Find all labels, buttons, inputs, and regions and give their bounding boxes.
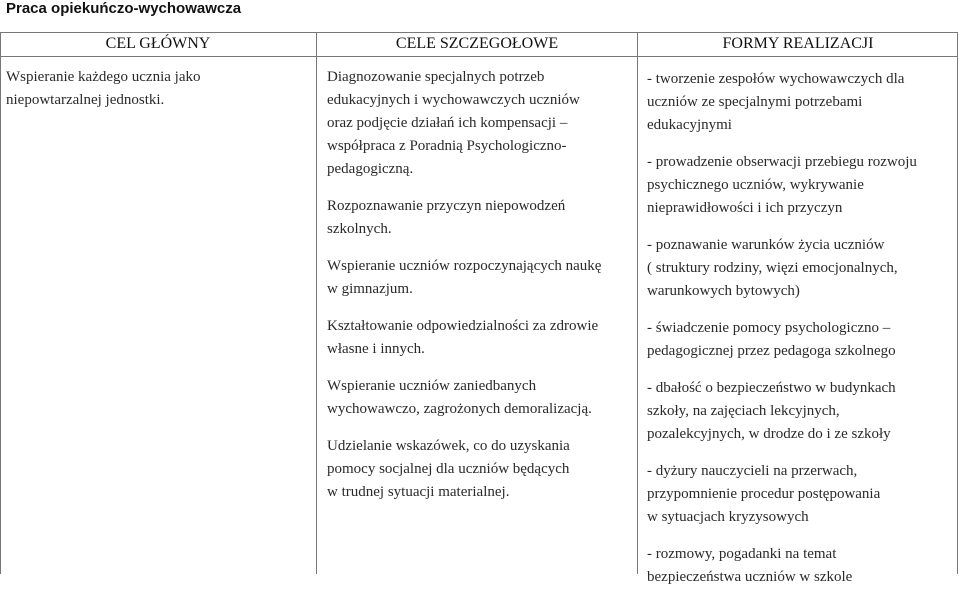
specific-goal-item: Udzielanie wskazówek, co do uzyskania pomocy socjalnej dla uczniów będących w trudnej sytuacji materialnej.	[327, 438, 570, 500]
column-divider-1	[316, 32, 317, 574]
form-item: - poznawanie warunków życia uczniów ( struktury rodziny, więzi emocjonalnych, warunkowych bytowych)	[647, 237, 898, 299]
specific-goal-item: Kształtowanie odpowiedzialności za zdrowie własne i innych.	[327, 318, 599, 357]
specific-goals-cell	[327, 66, 632, 518]
column-header-forms: FORMY REALIZACJI	[722, 35, 874, 52]
specific-goal-item: Rozpoznawanie przyczyn niepowodzeń szkolnych.	[327, 198, 566, 237]
specific-goal-item: Wspieranie uczniów rozpoczynających naukę w gimnazjum.	[327, 258, 602, 297]
forms-cell	[647, 68, 957, 603]
main-goal-cell	[6, 66, 306, 126]
page-title: Praca opiekuńczo-wychowawcza	[6, 0, 242, 17]
column-header-main-goal: CEL GŁÓWNY	[105, 35, 211, 52]
specific-goal-item: Diagnozowanie specjalnych potrzeb edukacyjnych i wychowawczych uczniów oraz podjęcie działań ich kompensacji – współpraca z Poradnią Psychologiczno- pedagogiczną.	[327, 69, 580, 177]
specific-goal-item: Wspieranie uczniów zaniedbanych wychowawczo, zagrożonych demoralizacją.	[327, 378, 592, 417]
column-header-specific-goals: CELE SZCZEGOŁOWE	[395, 35, 559, 52]
form-item: - dyżury nauczycieli na przerwach, przypomnienie procedur postępowania w sytuacjach kryzysowych	[647, 463, 881, 525]
main-goal-text: Wspieranie każdego ucznia jako niepowtarzalnej jednostki.	[6, 69, 201, 108]
form-item: - prowadzenie obserwacji przebiegu rozwoju psychicznego uczniów, wykrywanie nieprawidłowości i ich przyczyn	[647, 154, 917, 216]
header-divider	[0, 56, 958, 57]
form-item: - świadczenie pomocy psychologiczno – pedagogicznej przez pedagoga szkolnego	[647, 320, 896, 359]
form-item: - dbałość o bezpieczeństwo w budynkach szkoły, na zajęciach lekcyjnych, pozalekcyjnych, w drodze do i ze szkoły	[647, 380, 896, 442]
form-item: - rozmowy, pogadanki na temat bezpieczeństwa uczniów w szkole	[647, 546, 853, 585]
column-divider-2	[637, 32, 638, 574]
form-item: - tworzenie zespołów wychowawczych dla uczniów ze specjalnymi potrzebami edukacyjnymi	[647, 71, 905, 133]
